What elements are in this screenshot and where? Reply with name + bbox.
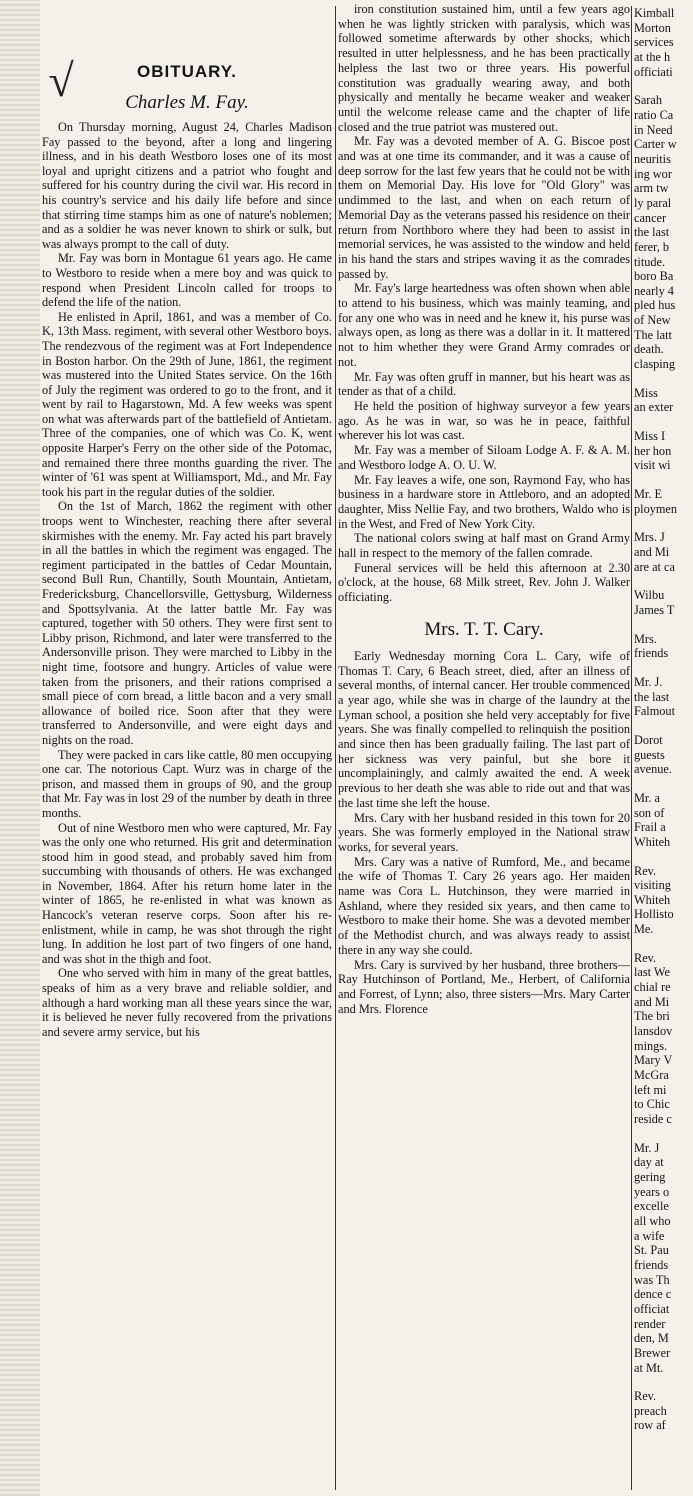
fragment-line: the last [634, 225, 670, 240]
fragment-line: McGra [634, 1068, 669, 1083]
paragraph: Mr. Fay was a member of Siloam Lodge A. F. & A. M. and Westboro lodge A. O. U. W. [338, 443, 630, 472]
paragraph: Mrs. Cary is survived by her husband, three brothers—Ray Hutchinson of Portland, Me., Herbert, of California and Forrest, of Lynn; also, three sisters—Mrs. Mary Carter and Mrs. Florence [338, 957, 630, 1016]
fragment-line: was Th [634, 1272, 670, 1287]
paragraph: iron constitution sustained him, until a few years ago when he was lightly stricken with paralysis, which was followed sometime afterwards by other shocks, which resulted in utter helplessness, and he has been practically helpless the last two or three years. His powerful constitution was gradually wearing away, and both physically and mentally he became weaker and weaker until the welcome release came and the chapter of life closed and the true patriot was mustered out. [338, 2, 630, 134]
fragment-line: death. [634, 342, 664, 357]
paragraph: Mr. Fay was a devoted member of A. G. Biscoe post and was at one time its commander, and it was a cause of deep sorrow for the last few years that he could not be with them on Memorial Day. His love for "Old Glory" was undimmed to the last, and when on each return of Memorial Day as the veterans passed his residence on their return from Northboro where they had been to assist in memorial services, he was assisted to the window and held in his hand the stars and stripes waving it as the comrades passed by. [338, 134, 630, 281]
fragment-line: arm tw [634, 181, 669, 196]
paragraph: Out of nine Westboro men who were captured, Mr. Fay was the only one who returned. His grit and determination stood him in good stead, and probably saved him from succumbing with thousands of others. He was exchanged in November, 1864. After his return home later in the winter of 1865, he re-enlisted in what was known as Hancock's veteran reserve corps. Soon after his re-enlistment, while in camp, he was shot through the right lung. In addition he lost part of two fingers of one hand, and was shot in the thigh and foot. [42, 820, 332, 966]
fragment-line: row af [634, 1418, 666, 1433]
fragment-line: Wilbu [634, 588, 665, 603]
paragraph: Mrs. Cary was a native of Rumford, Me., and became the wife of Thomas T. Cary 26 years ago. Her maiden name was Cora L. Hutchinson, they were married in Ashland, where they resided six years, and then came to Westboro to make their home. She was a devoted member of the Methodist church, and was always ready to assist there in any way she could. [338, 854, 630, 957]
fragment-block [634, 632, 693, 661]
fragment-line: years o [634, 1184, 670, 1199]
fragment-block [634, 93, 693, 371]
fragment-line: son of [634, 805, 665, 820]
fragment-block [634, 1389, 693, 1433]
fragment-line: left mi [634, 1082, 667, 1097]
fragment-line: Mrs. [634, 631, 657, 646]
paragraph: He held the position of highway surveyor a few years ago. As he was in war, so was he in peace, faithful wherever his lot was cast. [338, 398, 630, 443]
column-divider [335, 6, 336, 1490]
fragment-line: den, M [634, 1331, 669, 1346]
fragment-line: Morton [634, 20, 671, 35]
fragment-line: Sarah [634, 93, 662, 108]
fragment-line: excelle [634, 1199, 669, 1214]
check-mark-icon: √ [48, 55, 74, 106]
paragraph: Mr. Fay was born in Montague 61 years ago. He came to Westboro to reside when a mere boy and was quick to respond when President Lincoln called for troops to defend the life of the nation. [42, 251, 332, 310]
fragment-block [634, 675, 693, 719]
fragment-line: The bri [634, 1009, 670, 1024]
fragment-line: clasping [634, 357, 675, 372]
column-3-cropped [634, 0, 693, 1496]
fragment-line: at Mt. [634, 1360, 664, 1375]
fragment-line: titude. [634, 254, 666, 269]
fragment-line: ploymen [634, 501, 678, 516]
fragment-line: services [634, 35, 674, 50]
fragment-line: render [634, 1316, 666, 1331]
page-edge [0, 0, 40, 1496]
fragment-block [634, 429, 693, 473]
fragment-line: gering [634, 1169, 666, 1184]
fragment-line: Frail a [634, 820, 666, 835]
fragment-line: pled hus [634, 298, 676, 313]
fragment-line: are at ca [634, 559, 675, 574]
fragment-line: chial re [634, 980, 671, 995]
paragraph: Mrs. Cary with her husband resided in this town for 20 years. She was formerly employed in the National straw works, for several years. [338, 810, 630, 854]
fragment-block [634, 1141, 693, 1376]
column-2 [338, 0, 630, 1496]
fragment-line: her hon [634, 443, 672, 458]
fragment-block [634, 530, 693, 574]
fragment-line: lansdov [634, 1024, 673, 1039]
fragment-line: ferer, b [634, 239, 670, 254]
fragment-line: nearly 4 [634, 283, 674, 298]
fragment-block [634, 386, 693, 415]
fragment-line: friends [634, 646, 669, 661]
fragment-line: Mr. J. [634, 674, 663, 689]
fragment-line: The latt [634, 327, 672, 342]
fragment-line: last We [634, 965, 671, 980]
fragment-line: all who [634, 1213, 671, 1228]
fragment-line: a wife [634, 1228, 665, 1243]
column-divider [631, 6, 632, 1490]
fragment-line: Me. [634, 922, 654, 937]
fragment-line: Mr. a [634, 790, 660, 805]
paragraph: On Thursday morning, August 24, Charles Madison Fay passed to the beyond, after a long and lingering illness, and in his death Westboro loses one of its most loyal and upright citizens and a patriot who fought and suffered for his country during the civil war. His record in his country's service and his daily life before and since that stirring time stamps him as one of nature's noblemen; and as a soldier he was never known to shirk or sulk, but was always prompt to the call of duty. [42, 120, 332, 251]
fragment-line: at the h [634, 49, 671, 64]
fragment-line: Hollisto [634, 907, 674, 922]
fragment-line: reside c [634, 1112, 672, 1126]
fragment-line: Rev. [634, 863, 657, 878]
fragment-block [634, 487, 693, 516]
paragraph: The national colors swing at half mast on Grand Army hall in respect to the memory of the fallen comrade. [338, 531, 630, 561]
fragment-line: Miss [634, 385, 658, 400]
paragraph: Mr. Fay leaves a wife, one son, Raymond Fay, who has business in a hardware store in Attleboro, and an adopted daughter, Miss Nellie Fay, and two brothers, Waldo who is in the West, and Fred of New York City. [338, 472, 630, 531]
fragment-block [634, 951, 693, 1127]
fragment-line: an exter [634, 400, 674, 415]
fragment-line: Mr. J [634, 1140, 660, 1155]
fragment-line: guests [634, 747, 665, 762]
fragment-block [634, 588, 693, 617]
fragment-line: boro Ba [634, 269, 674, 284]
fragment-line: to Chic [634, 1097, 670, 1112]
fragment-line: officiat [634, 1301, 670, 1316]
fragment-line: neuritis [634, 151, 671, 166]
fragment-line: friends [634, 1257, 669, 1272]
fragment-block [634, 733, 693, 777]
fragment-line: Miss I [634, 429, 666, 444]
fragment-line: the last [634, 689, 670, 704]
paragraph: Mr. Fay was often gruff in manner, but his heart was as tender as that of a child. [338, 369, 630, 399]
fragment-line: St. Pau [634, 1243, 669, 1258]
fragment-block [634, 6, 693, 79]
fragment-line: Mr. E [634, 487, 663, 502]
fragment-line: Mrs. J [634, 530, 665, 545]
fragment-line: visit wi [634, 458, 671, 473]
column-1 [42, 0, 332, 1496]
fragment-line: Whiteh [634, 892, 671, 907]
paragraph: He enlisted in April, 1861, and was a member of Co. K, 13th Mass. regiment, with several other Westboro boys. The rendezvous of the regiment was at Fort Independence in Boston harbor. On the 29th of June, 1861, the regiment was mustered into the United States service. On the 16th of July the regiment was ordered to go to the front, and it went by rail to Hagarstown, Md. A few weeks was spent on what was afterwards part of the battlefield of Antietam. Three of the companies, one of which was Co. K, went opposite Harper's Ferry on the other side of the Potomac, and remained there three months guarding the river. The winter of '61 was spent at Williamsport, Md., and Mr. Fay took his part in the regular duties of the soldier. [42, 309, 332, 499]
paragraph: Early Wednesday morning Cora L. Cary, wife of Thomas T. Cary, 6 Beach street, died, after an illness of several months, of internal cancer. Her trouble commenced a year ago, while she was in charge of the laundry at the Lyman school, a position she held very acceptably for five years. She was finally compelled to relinquish the position and since then has been gradually failing. The last part of her sickness was very painful, but she bore it uncomplainingly, and calmly awaited the end. A week previous to her death she was able to ride out and that was the last time she left the house. [338, 648, 630, 810]
fragment-line: of New [634, 313, 671, 328]
fragment-line: officiati [634, 64, 673, 79]
fragment-line: Whiteh [634, 834, 671, 849]
fragment-line: ing wor [634, 166, 672, 181]
fragment-line: preach [634, 1403, 667, 1418]
fragment-line: cancer [634, 210, 667, 225]
paragraph: They were packed in cars like cattle, 80 men occupying one car. The notorious Capt. Wurz was in charge of the prison, and massed them in groups of 90, and the group that Mr. Fay was in lost 29 of the number by death in three months. [42, 747, 332, 820]
fragment-line: ly paral [634, 195, 672, 210]
fragment-block [634, 791, 693, 850]
fragment-line: Kimball [634, 6, 675, 20]
obituary-headline-cary: Mrs. T. T. Cary. [424, 618, 544, 640]
fragment-line: Carter w [634, 137, 677, 152]
fragment-block [634, 864, 693, 937]
fragment-line: ratio Ca [634, 107, 674, 122]
fragment-line: avenue. [634, 762, 672, 777]
fragment-line: Rev. [634, 950, 657, 965]
fragment-line: Brewer [634, 1345, 671, 1360]
section-title: OBITUARY. [137, 62, 237, 81]
fragment-line: in Need [634, 122, 673, 137]
fragment-line: Rev. [634, 1389, 657, 1404]
fragment-line: Mary V [634, 1053, 673, 1068]
paragraph: On the 1st of March, 1862 the regiment with other troops went to Winchester, reaching there after several skirmishes with the enemy. Mr. Fay acted his part bravely in all the battles in which the regiment was engaged. The regiment participated in the battles of Cedar Mountain, second Bull Run, Chantilly, South Mountain, Antietam, Fredericksburg, Chancellorsville, Gettysburg, Wilderness and Spottsylvania. At the latter battle Mr. Fay was captured, together with 50 others. They were first sent to Libby prison, Richmond, and later were transferred to the Andersonville prison. They were marched to Libby in the night time, footsore and hungry. Articles of value were taken from the prisoners, and their rations comprised a small piece of corn bread, a little bacon and a very small allowance of boiled rice. Soon after that they were transferred to Andersonville, and were eight days and nights on the road. [42, 499, 332, 747]
fragment-line: and Mi [634, 994, 670, 1009]
fragment-line: James T [634, 602, 675, 617]
fragment-line: and Mi [634, 545, 670, 559]
fragment-line: mings. [634, 1038, 668, 1053]
paragraph: Funeral services will be held this afternoon at 2.30 o'clock, at the house, 68 Milk street, Rev. John J. Walker officiating. [338, 560, 630, 605]
paragraph: Mr. Fay's large heartedness was often shown when able to attend to his business, which was mainly teaming, and for any one who was in need and he knew it, his purse was always open, as long as there was a dollar in it. It mattered not to him whether they were Grand Army comrades or not. [338, 281, 630, 369]
fragment-line: visiting [634, 878, 671, 893]
fragment-line: Dorot [634, 732, 663, 747]
fragment-line: Falmout [634, 704, 675, 719]
fragment-line: day at [634, 1155, 664, 1170]
paragraph: One who served with him in many of the great battles, speaks of him as a very brave and reliable soldier, and although a hard working man all these years since the war, it is believed he never fully recovered from the privations and severe army service, but his [42, 966, 332, 1039]
fragment-line: dence c [634, 1287, 672, 1302]
obituary-headline-fay: Charles M. Fay. [125, 92, 249, 113]
